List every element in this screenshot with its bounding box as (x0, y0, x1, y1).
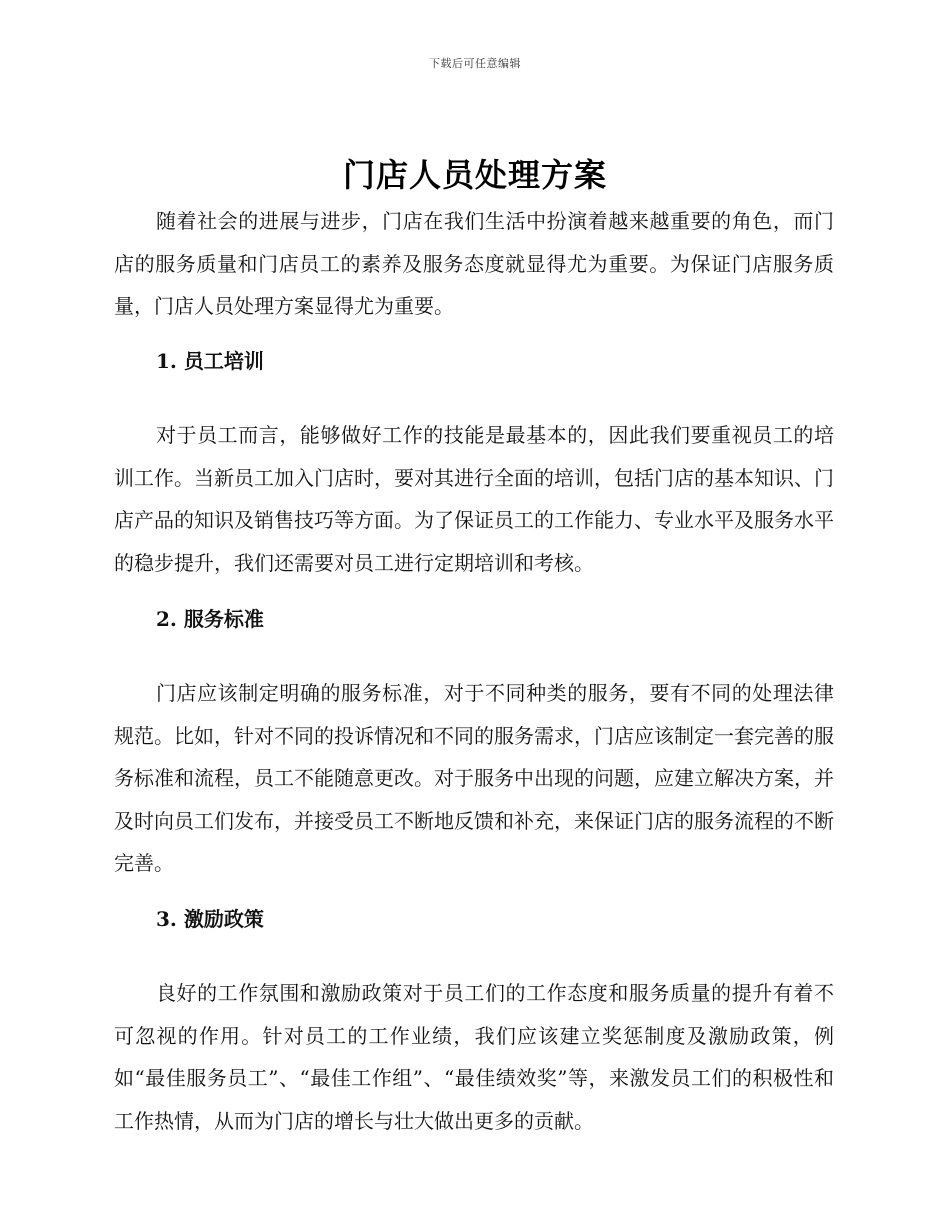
document-body (114, 200, 834, 1142)
document-title: 门店人员处理方案 (342, 156, 607, 194)
section-body-service-standard: 门店应该制定明确的服务标准，对于不同种类的服务，要有不同的处理法律规范。比如，针对不同的投诉情况和不同的服务需求，门店应该制定一套完善的服务标准和流程，员工不能随意更改。对于服务中出现的问题，应建立解决方案，并及时向员工们发布，并接受员工不断地反馈和补充，来保证门店的服务流程的不断完善。 (114, 681, 834, 875)
section-heading-incentive-policy: 3. 激励政策 (156, 907, 264, 931)
section-body-incentive-policy: 良好的工作氛围和激励政策对于员工们的工作态度和服务质量的提升有着不可忽视的作用。针对员工的工作业绩，我们应该建立奖惩制度及激励政策，例如“最佳服务员工”、“最佳工作组”、“最佳绩效奖”等，来激发员工们的积极性和工作热情，从而为门店的增长与壮大做出更多的贡献。 (114, 981, 834, 1133)
header-note: 下载后可任意编辑 (429, 57, 521, 70)
section-heading-training: 1. 员工培训 (156, 349, 264, 373)
section-heading-service-standard: 2. 服务标准 (156, 607, 264, 631)
section-body-training: 对于员工而言，能够做好工作的技能是最基本的，因此我们要重视员工的培训工作。当新员工加入门店时，要对其进行全面的培训，包括门店的基本知识、门店产品的知识及销售技巧等方面。为了保证员工的工作能力、专业水平及服务水平的稳步提升，我们还需要对员工进行定期培训和考核。 (114, 423, 834, 575)
intro-paragraph: 随着社会的进展与进步，门店在我们生活中扮演着越来越重要的角色，而门店的服务质量和门店员工的素养及服务态度就显得尤为重要。为保证门店服务质量，门店人员处理方案显得尤为重要。 (114, 209, 834, 318)
